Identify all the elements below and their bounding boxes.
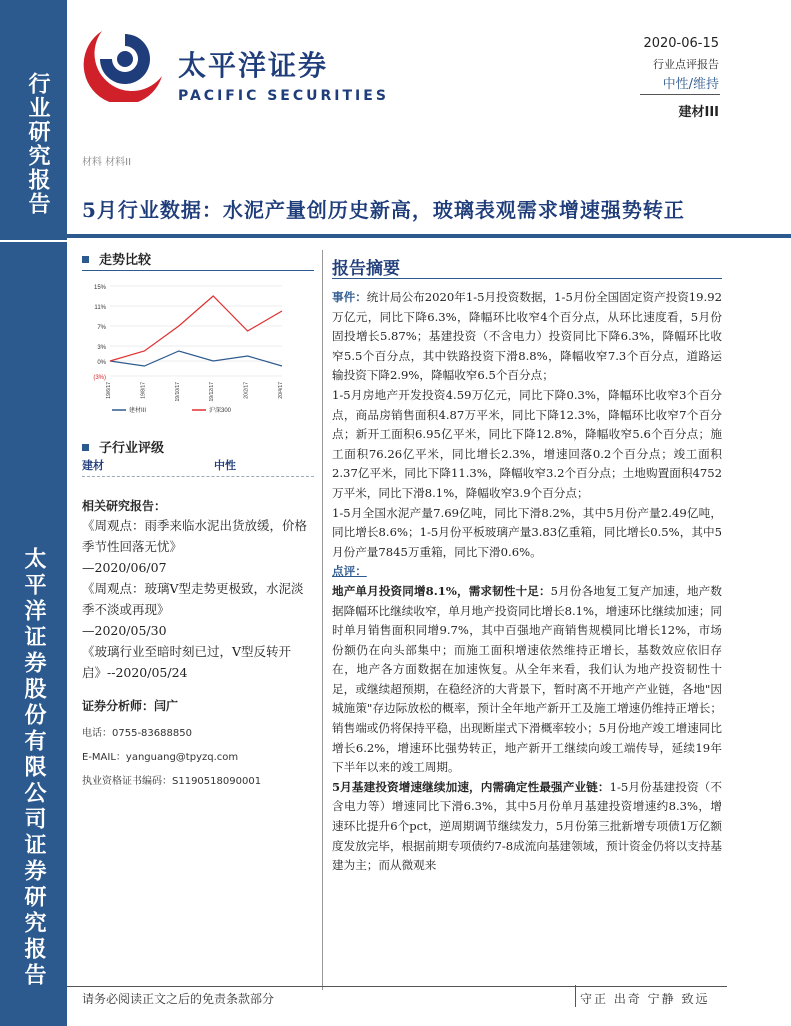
category-label: 材料 材料II: [82, 157, 132, 168]
related-title: 相关研究报告：: [82, 499, 167, 513]
report-rating: 中性/维持: [662, 77, 719, 92]
chart-lines: [110, 296, 282, 366]
sub-rating-heading: [82, 437, 314, 456]
report-industry: 建材III: [678, 105, 719, 120]
sidebar-bottom-label: 太平洋证券股份有限公司证券研究报告: [21, 547, 47, 989]
column-divider: [322, 250, 323, 990]
header-divider: [640, 94, 720, 95]
comment-label: [332, 562, 722, 582]
footer-motto: 守正 出奇 宁静 致远: [580, 992, 710, 1006]
comment-paragraph-2: [332, 778, 722, 876]
event-text-2: 1-5月房地产开发投资4.59万亿元，同比下降0.3%，降幅环比收窄3个百分点，商品房销售面积4.87万平米，同比下降12.3%，降幅环比收窄7个百分点；新开工面积6.95亿平米，同比下降12.8%，降幅收窄5.6个百分点；施工面积76.26亿平米，同比增长2.3%，增速回落0.2个百分点；竣工面积2.37亿平米，同比下降11.3%，降幅收窄3.2个百分点；土地购置面积4752万平米，同比下滑8.1%，降幅收窄3.9个百分点；: [332, 387, 722, 500]
summary-divider: [332, 278, 722, 279]
chart-y-ticks: [93, 285, 106, 381]
related-item[interactable]: 《周观点：玻璃V型走势更极致，水泥淡季不淡或再现》: [82, 581, 304, 617]
sub-rating-divider: [82, 476, 314, 477]
report-title: 5月行业数据：水泥产量创历史新高，玻璃表观需求增速强势转正: [82, 198, 685, 222]
pacific-logo-icon: [82, 16, 168, 102]
logo-name-cn: 太平洋证券: [178, 49, 329, 82]
sub-rating-value: 中性: [214, 459, 236, 472]
x-tick-label: 19/8/17: [140, 382, 147, 399]
analyst-license: 执业资格证书编码：S1190518090001: [82, 776, 262, 787]
comment-paragraph-1: [332, 582, 722, 778]
related-date: —2020/05/30: [82, 623, 167, 638]
x-tick-label: 19/6/17: [106, 382, 112, 399]
trend-divider: [82, 270, 314, 271]
sidebar-top-label: 行业研究报告: [25, 72, 50, 216]
chart-legend: [112, 406, 232, 414]
trend-heading-text: 走势比较: [99, 253, 152, 268]
report-type: 行业点评报告: [653, 58, 719, 71]
y-tick-label: 15%: [93, 285, 106, 291]
y-tick-label: 3%: [97, 345, 106, 351]
related-item[interactable]: 《玻璃行业至暗时刻已过，V型反转开启》--2020/05/24: [82, 644, 292, 680]
sub-rating-heading-text: 子行业评级: [99, 441, 165, 456]
bullet-square-icon: [82, 256, 89, 263]
related-item[interactable]: 《周观点：雨季来临水泥出货放缓，价格季节性回落无忧》: [82, 518, 308, 554]
comment-2-text: 1-5月份基建投资（不含电力等）增速同比下滑6.3%，其中5月份单月基建投资增速约8.3%，增速环比提升6个pct，逆周期调节继续发力，5月份第三批新增专项债1万亿额度发放完毕，根据前期专项债约7-8成流向基建领域，预计资金仍将以支持基建为主；而从微观来: [332, 779, 722, 873]
comment-2-heading: 5月基建投资增速继续加速，内需确定性最强产业链：: [332, 779, 610, 794]
comment-label-text: 点评：: [332, 564, 367, 579]
event-text-1: 统计局公布2020年1-5月投资数据，1-5月份全国固定资产投资19.92万亿元，同比下降6.3%，降幅环比收窄4个百分点，从环比速度看，5月份固投增长5.87%；基建投资（不含电力）投资同比下降6.3%，降幅环比收窄5.5个百分点，其中铁路投资下滑8.8%，降幅收窄7.3个百分点，道路运输投资下降2.9%，降幅收窄6.5个百分点；: [332, 290, 722, 383]
sidebar-bottom: [0, 240, 67, 1026]
x-tick-label: 19/10/17: [174, 382, 181, 402]
chart-x-ticks: [106, 382, 284, 402]
trend-chart: [82, 276, 314, 416]
y-tick-label: 0%: [97, 360, 106, 366]
legend-label: 沪深300: [209, 408, 232, 414]
event-paragraph: [332, 288, 722, 386]
chart-grid: [110, 286, 282, 376]
logo-name-en: PACIFIC SECURITIES: [178, 88, 389, 104]
sub-rating-name: 建材: [82, 459, 104, 472]
event-label: 事件：: [332, 290, 367, 304]
y-tick-label: 11%: [94, 305, 106, 311]
x-tick-label: 20/4/17: [278, 382, 284, 399]
analyst-phone: 电话：0755-83688850: [82, 728, 192, 739]
related-list: [82, 515, 314, 683]
trend-heading: [82, 249, 314, 268]
comment-1-heading: 地产单月投资同增8.1%，需求韧性十足：: [332, 583, 551, 598]
event-text-3: 1-5月全国水泥产量7.69亿吨，同比下滑8.2%，其中5月份产量2.49亿吨，同比增长8.6%；1-5月份平板玻璃产量3.83亿重箱，同比增长0.5%，其中5月份产量7845万重箱，同比下滑0.6%。: [332, 505, 722, 559]
y-tick-label: 7%: [97, 325, 106, 331]
related-date: —2020/06/07: [82, 560, 167, 575]
report-date: 2020-06-15: [643, 36, 719, 51]
x-tick-label: 20/2/17: [243, 382, 250, 399]
summary-body: [332, 288, 722, 876]
comment-1-text: 5月份各地复工复产加速，地产数据降幅环比继续收窄，单月地产投资同比增长8.1%，增速环比继续加速；同时单月销售面积同增9.7%，其中百强地产商销售规模同比增长12%，市场份额仍在向头部集中；而施工面积增速依然维持正增长，基数效应依旧存在，地产各方面数据在加速恢复。从全年来看，我们认为地产投资韧性十足，或继续超预期，在稳经济的大背景下，暂时离不开地产产业链，各地"因城施策"存边际放松的概率，预计全年地产新开工及施工增速仍维持正增长；销售端或仍将保持平稳，出现断崖式下滑概率较小；5月份地产竣工增速同比增长6.2%，增速环比强势转正，地产新开工继续向竣工端传导，延续19年下半年以来的竣工周期。: [332, 583, 722, 775]
title-underline: [67, 234, 791, 238]
y-tick-label: (3%): [93, 375, 106, 381]
x-tick-label: 19/12/17: [209, 382, 216, 402]
legend-label: 建材III: [129, 408, 147, 414]
bullet-square-icon: [82, 444, 89, 451]
analyst-email[interactable]: E-MAIL：yanguang@tpyzq.com: [82, 752, 239, 763]
summary-heading: 报告摘要: [332, 259, 400, 279]
sidebar-top: [0, 0, 67, 240]
sub-rating-row: [82, 457, 314, 473]
footer-disclaimer: 请务必阅读正文之后的免责条款部分: [82, 992, 275, 1006]
analyst-name: 证券分析师：闫广: [82, 699, 179, 713]
